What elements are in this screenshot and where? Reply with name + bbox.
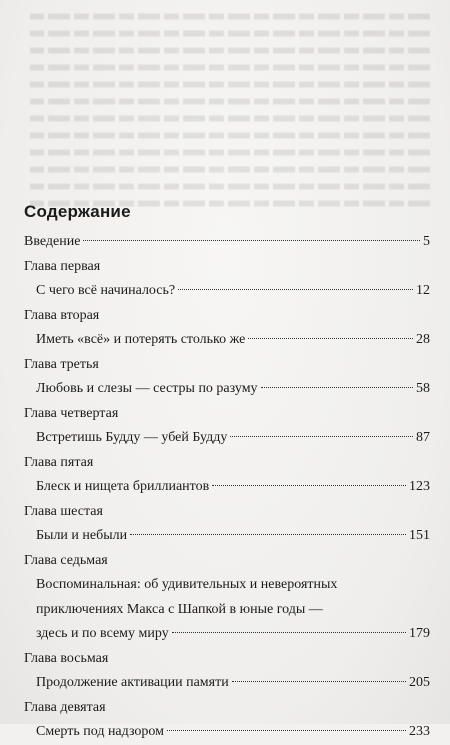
toc-entry-text: Глава восьмая (24, 650, 109, 666)
toc-entry-text: Любовь и слезы — сестры по разуму (36, 381, 258, 396)
toc-entry (24, 475, 434, 500)
dot-leader (172, 632, 406, 633)
toc-entry-text: Смерть под надзором (36, 724, 164, 739)
toc-page-number: 233 (409, 724, 430, 739)
toc-entry-text: приключениях Макса с Шапкой в юные годы — (36, 601, 323, 617)
toc-title: Содержание (24, 202, 131, 221)
dot-leader (212, 485, 406, 486)
dot-leader (83, 240, 420, 241)
toc-page-number: 123 (409, 479, 430, 494)
toc-entry-text: Были и небыли (36, 528, 128, 543)
toc-chapter-heading (24, 549, 434, 574)
toc-entry-text: Введение (24, 234, 81, 249)
toc-entry (24, 279, 434, 304)
toc-page-number: 179 (409, 626, 430, 641)
toc-chapter-heading (24, 230, 434, 255)
dot-leader (167, 730, 406, 731)
toc-entry (24, 328, 434, 353)
dot-leader (230, 436, 413, 437)
toc-chapter-heading (24, 353, 434, 378)
toc-entry-text: Глава вторая (24, 307, 100, 323)
toc-entry-text: Встретишь Будду — убей Будду (36, 430, 228, 445)
table-of-contents (24, 230, 434, 745)
toc-entry-text: С чего всё начиналось? (36, 283, 176, 298)
toc-chapter-heading (24, 402, 434, 427)
dot-leader (130, 534, 406, 535)
toc-entry-text: Глава седьмая (24, 552, 108, 568)
toc-entry-text: Глава пятая (24, 454, 94, 470)
toc-entry-text: Глава первая (24, 258, 101, 274)
toc-chapter-heading (24, 451, 434, 476)
toc-chapter-heading (24, 696, 434, 721)
toc-entry-text: Глава третья (24, 356, 99, 372)
toc-entry (24, 598, 434, 623)
toc-entry-text: Глава шестая (24, 503, 103, 519)
dot-leader (248, 338, 413, 339)
toc-entry (24, 426, 434, 451)
toc-entry (24, 524, 434, 549)
toc-chapter-heading (24, 647, 434, 672)
toc-entry-text: здесь и по всему миру (36, 626, 169, 641)
toc-entry (24, 573, 434, 598)
toc-entry (24, 377, 434, 402)
toc-entry-text: Блеск и нищета бриллиантов (36, 479, 210, 494)
toc-chapter-heading (24, 255, 434, 280)
toc-page-number: 12 (416, 283, 430, 298)
toc-entry (24, 622, 434, 647)
dot-leader (261, 387, 413, 388)
toc-page-number: 58 (416, 381, 430, 396)
toc-page-number: 28 (416, 332, 430, 347)
toc-page-number: 151 (409, 528, 430, 543)
dot-leader (178, 289, 413, 290)
toc-page-number: 5 (423, 234, 430, 249)
toc-entry-text: Глава девятая (24, 699, 106, 715)
dot-leader (232, 681, 406, 682)
toc-page-number: 87 (416, 430, 430, 445)
toc-entry-text: Воспоминальная: об удивительных и невероятных (36, 577, 338, 592)
toc-entry-text: Иметь «всё» и потерять столько же (36, 332, 246, 347)
toc-chapter-heading (24, 304, 434, 329)
toc-entry (24, 671, 434, 696)
bleed-through-text (30, 8, 430, 213)
toc-entry-text: Продолжение активации памяти (36, 675, 229, 690)
toc-entry-text: Глава четвертая (24, 405, 119, 421)
toc-page-number: 205 (409, 675, 430, 690)
toc-chapter-heading (24, 500, 434, 525)
